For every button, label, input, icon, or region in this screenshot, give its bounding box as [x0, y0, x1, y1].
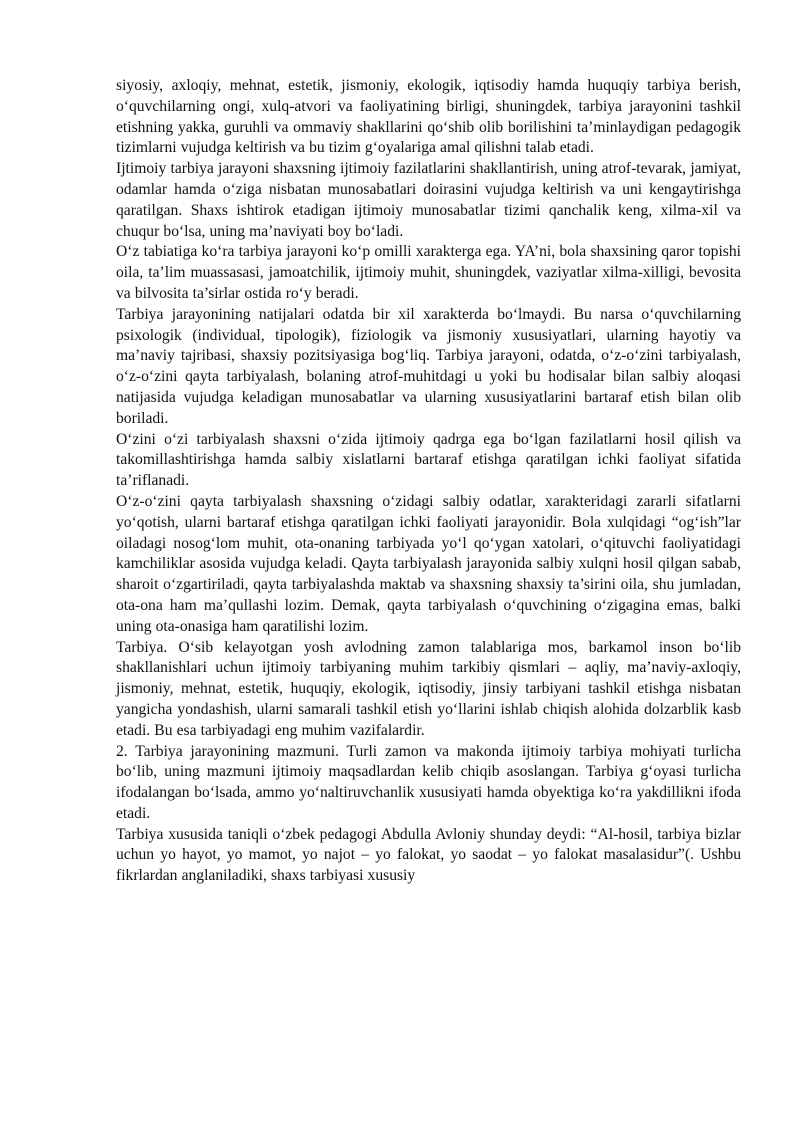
paragraph-7: Tarbiya. O‘sib kelayotgan yosh avlodning zamon talablariga mos, barkamol inson bo‘lib shakllanishlari uchun ijtimoiy tarbiyaning muhim tarkibiy qismlari – aqliy, ma’naviy-axloqiy, jismoniy, mehnat, estetik, huquqiy, ekologik, iqtisodiy, jinsiy tarbiyani tashkil etishga nisbatan yangicha yondashish, ularni samarali tashkil etish yo‘llarini ishlab chiqish alohida dolzarblik kasb etadi. Bu esa tarbiyadagi eng muhim vazifalardir. [116, 638, 741, 739]
paragraph-4: Tarbiya jarayonining natijalari odatda bir xil xarakterda bo‘lmaydi. Bu narsa o‘quvchilarning psixologik (individual, tipologik), fiziologik va jismoniy xususiyatlari, ularning hayotiy va ma’naviy tajribasi, shaxsiy pozitsiyasiga bog‘liq. Tarbiya jarayoni, odatda, o‘z-o‘zini tarbiyalash, o‘z-o‘zini qayta tarbiyalash, bolaning atrof-muhitdagi u yoki bu hodisalar bilan salbiy aloqasi natijasida vujudga keladigan munosabatlar va ularning xususiyatlarini bartaraf etish bilan olib boriladi. [116, 305, 741, 427]
paragraph-9: Tarbiya xususida taniqli o‘zbek pedagogi Abdulla Avloniy shunday deydi: “Al-hosil, tarbiya bizlar uchun yo hayot, yo mamot, yo najot – yo falokat, yo saodat – yo falokat masalasidur”(. Ushbu fikrlardan anglaniladiki, shaxs tarbiyasi xususiy [116, 825, 741, 885]
paragraph-3: O‘z tabiatiga ko‘ra tarbiya jarayoni ko‘p omilli xarakterga ega. YA’ni, bola shaxsining qaror topishi oila, ta’lim muassasasi, jamoatchilik, ijtimoiy muhit, shuningdek, vaziyatlar xilma-xilligi, bevosita va bilvosita ta’sirlar ostida ro‘y beradi. [116, 243, 741, 302]
paragraph-1: siyosiy, axloqiy, mehnat, estetik, jismoniy, ekologik, iqtisodiy hamda huquqiy tarbiya berish, o‘quvchilarning ongi, xulq-atvori va faoliyatining birligi, shuningdek, tarbiya jarayonini tashkil etishning yakka, guruhli va ommaviy shakllarini qo‘shib olib borilishini ta’minlaydigan pedagogik tizimlarni vujudga keltirish va bu tizim g‘oyalariga amal qilishni talab etadi. [116, 77, 741, 157]
paragraph-6: O‘z-o‘zini qayta tarbiyalash shaxsning o‘zidagi salbiy odatlar, xarakteridagi zararli sifatlarni yo‘qotish, ularni bartaraf etishga qaratilgan ichki faoliyati jarayonidir. Bola xulqidagi “og‘ish”lar oiladagi nosog‘lom muhit, ota-onaning tarbiyada yo‘l qo‘ygan xatolari, o‘qituvchi faoliyatidagi kamchiliklar asosida vujudga keladi. Qayta tarbiyalash jarayonida salbiy xulqni hosil qilgan sabab, sharoit o‘zgartiriladi, qayta tarbiyalashda maktab va shaxsning shaxsiy ta’sirini oila, shu jumladan, ota-ona ham ma’qullashi lozim. Demak, qayta tarbiyalash o‘quvchining o‘zigagina emas, balki uning ota-onasiga ham qaratilishi lozim. [116, 492, 741, 635]
document-body [116, 76, 741, 887]
paragraph-8: 2. Tarbiya jarayonining mazmuni. Turli zamon va makonda ijtimoiy tarbiya mohiyati turlicha bo‘lib, uning mazmuni ijtimoiy maqsadlardan kelib chiqib asoslangan. Tarbiya g‘oyasi turlicha ifodalangan bo‘lsada, ammo yo‘naltiruvchanlik xususiyati hamda obyektiga ko‘ra yakdillikni ifoda etadi. [116, 742, 741, 822]
paragraph-5: O‘zini o‘zi tarbiyalash shaxsni o‘zida ijtimoiy qadrga ega bo‘lgan fazilatlarni hosil qilish va takomillashtirishga hamda salbiy xislatlarni bartaraf etishga qaratilgan ichki faoliyat sifatida ta’riflanadi. [116, 430, 741, 490]
paragraph-2: Ijtimoiy tarbiya jarayoni shaxsning ijtimoiy fazilatlarini shakllantirish, uning atrof-tevarak, jamiyat, odamlar hamda o‘ziga nisbatan munosabatlari doirasini vujudga keltirish va uni kengaytirishga qaratilgan. Shaxs ishtirok etadigan ijtimoiy munosabatlar tizimi qanchalik keng, xilma-xil va chuqur bo‘lsa, uning ma’naviyati boy bo‘ladi. [116, 160, 741, 240]
